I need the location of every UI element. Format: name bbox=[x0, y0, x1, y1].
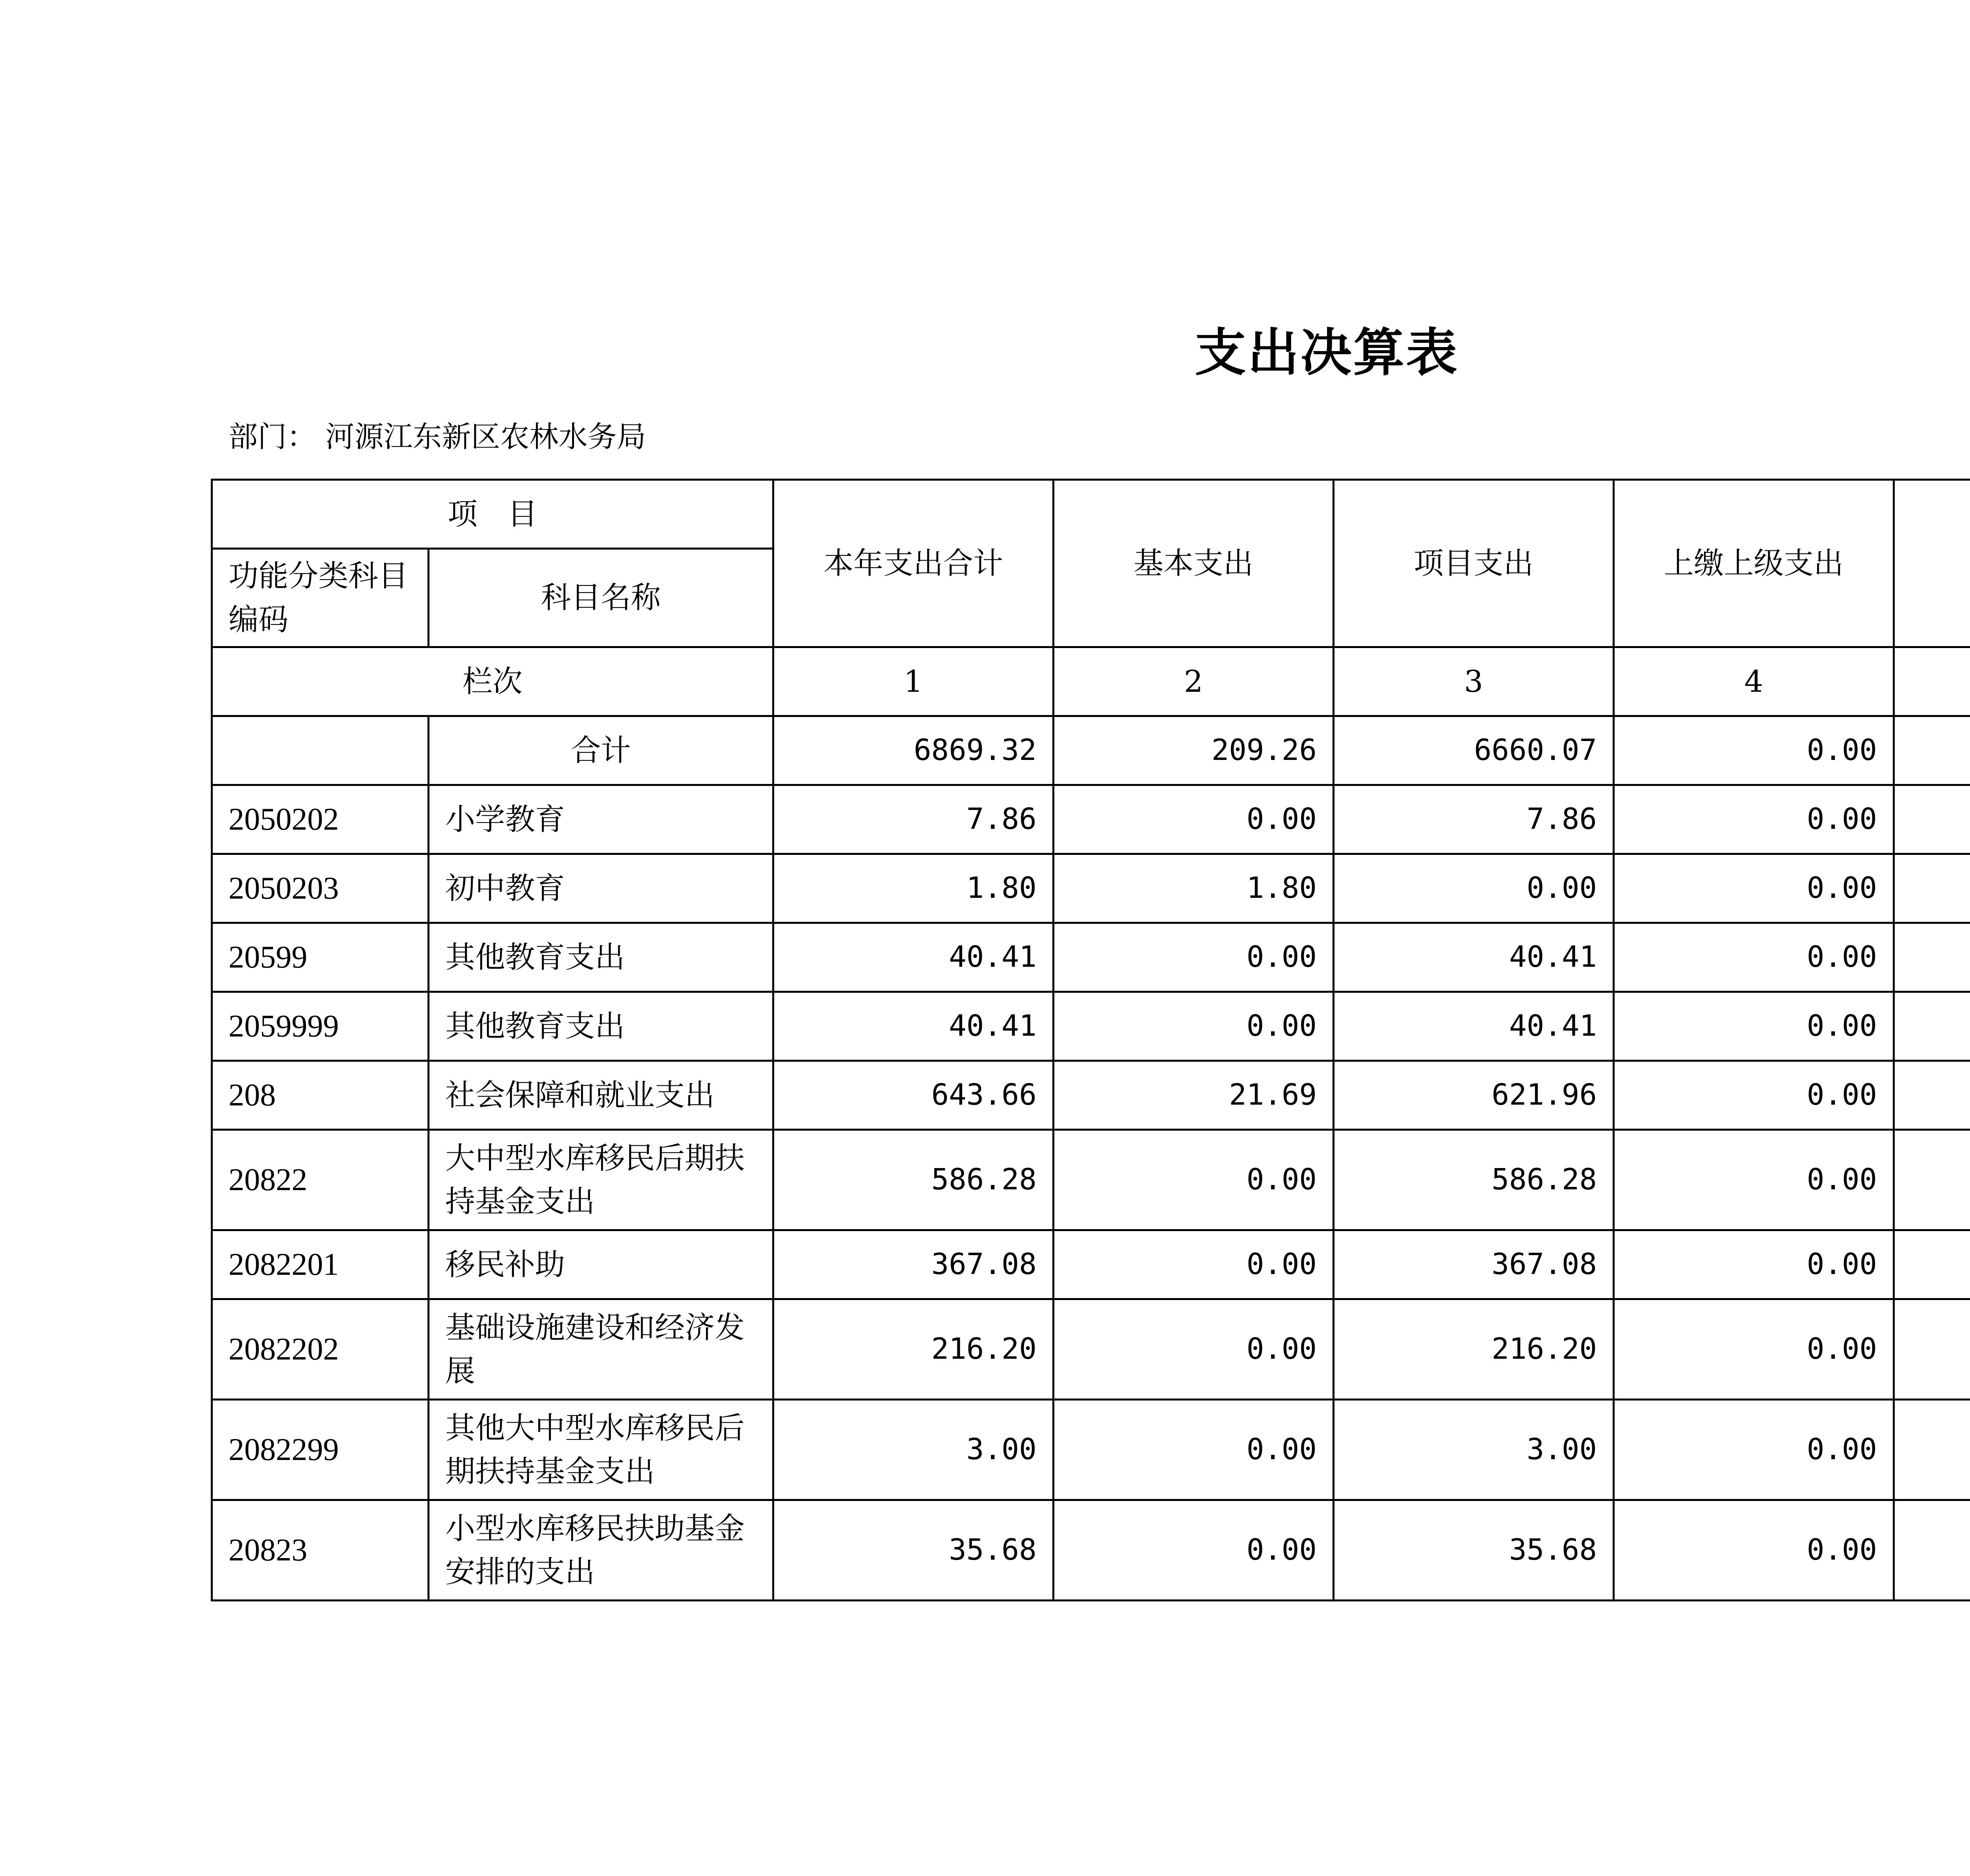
row-value: 40.41 bbox=[773, 992, 1054, 1061]
row-value bbox=[1894, 1230, 1970, 1299]
expenditure-table bbox=[211, 479, 1970, 1601]
column-number-5 bbox=[1894, 647, 1970, 716]
row-name: 其他教育支出 bbox=[429, 992, 773, 1061]
row-name: 其他教育支出 bbox=[429, 923, 773, 992]
row-value: 40.41 bbox=[1334, 923, 1614, 992]
header-col-2: 基本支出 bbox=[1054, 480, 1334, 647]
row-value: 0.00 bbox=[1054, 992, 1334, 1061]
row-value: 643.66 bbox=[773, 1061, 1054, 1130]
row-value: 7.86 bbox=[1334, 785, 1614, 854]
table-row bbox=[212, 1500, 1970, 1601]
table-row bbox=[212, 1400, 1970, 1500]
row-value: 216.20 bbox=[1334, 1299, 1614, 1400]
row-value: 35.68 bbox=[1334, 1500, 1614, 1601]
table-row bbox=[212, 1299, 1970, 1400]
row-name: 大中型水库移民后期扶持基金支出 bbox=[429, 1130, 773, 1230]
header-col-1: 本年支出合计 bbox=[773, 480, 1054, 647]
row-name: 其他大中型水库移民后期扶持基金支出 bbox=[429, 1400, 773, 1500]
row-name: 小型水库移民扶助基金安排的支出 bbox=[429, 1500, 773, 1601]
row-value: 0.00 bbox=[1614, 1230, 1894, 1299]
row-value: 209.26 bbox=[1054, 716, 1334, 785]
row-value: 0.00 bbox=[1614, 992, 1894, 1061]
row-value: 216.20 bbox=[773, 1299, 1054, 1400]
row-code: 2082201 bbox=[212, 1230, 429, 1299]
row-value bbox=[1894, 992, 1970, 1061]
row-value: 621.96 bbox=[1334, 1061, 1614, 1130]
header-name: 科目名称 bbox=[429, 549, 773, 647]
table-row bbox=[212, 1061, 1970, 1130]
header-col-3: 项目支出 bbox=[1334, 480, 1614, 647]
row-value: 40.41 bbox=[773, 923, 1054, 992]
row-value: 0.00 bbox=[1614, 1299, 1894, 1400]
page-title: 支出决算表 bbox=[1195, 322, 1459, 383]
table-row bbox=[212, 854, 1970, 923]
row-value: 7.86 bbox=[773, 785, 1054, 854]
column-number-1: 1 bbox=[773, 647, 1054, 716]
row-value: 0.00 bbox=[1614, 785, 1894, 854]
row-value bbox=[1894, 716, 1970, 785]
header-col-4: 上缴上级支出 bbox=[1614, 480, 1894, 647]
row-value: 586.28 bbox=[1334, 1130, 1614, 1230]
row-value: 0.00 bbox=[1054, 1500, 1334, 1601]
row-value bbox=[1894, 923, 1970, 992]
department-label: 部门： 河源江东新区农林水务局 bbox=[229, 420, 646, 454]
table-row bbox=[212, 1130, 1970, 1230]
row-value bbox=[1894, 1400, 1970, 1500]
row-value bbox=[1894, 1500, 1970, 1601]
row-value: 0.00 bbox=[1054, 1130, 1334, 1230]
row-code: 2082202 bbox=[212, 1299, 429, 1400]
row-value: 0.00 bbox=[1614, 923, 1894, 992]
row-value: 21.69 bbox=[1054, 1061, 1334, 1130]
row-name: 移民补助 bbox=[429, 1230, 773, 1299]
row-value: 40.41 bbox=[1334, 992, 1614, 1061]
row-value: 0.00 bbox=[1054, 785, 1334, 854]
row-value: 0.00 bbox=[1614, 716, 1894, 785]
row-value: 0.00 bbox=[1614, 1400, 1894, 1500]
row-value: 6660.07 bbox=[1334, 716, 1614, 785]
row-value: 0.00 bbox=[1054, 1400, 1334, 1500]
row-value: 1.80 bbox=[1054, 854, 1334, 923]
row-code: 2059999 bbox=[212, 992, 429, 1061]
row-value: 6869.32 bbox=[773, 716, 1054, 785]
row-value: 0.00 bbox=[1614, 1500, 1894, 1601]
row-code: 20823 bbox=[212, 1500, 429, 1601]
row-code: 208 bbox=[212, 1061, 429, 1130]
row-value: 0.00 bbox=[1614, 1130, 1894, 1230]
row-value: 0.00 bbox=[1054, 923, 1334, 992]
row-code: 20599 bbox=[212, 923, 429, 992]
header-col-5 bbox=[1894, 480, 1970, 647]
table-row bbox=[212, 1230, 1970, 1299]
row-value: 586.28 bbox=[773, 1130, 1054, 1230]
row-name: 小学教育 bbox=[429, 785, 773, 854]
row-value: 0.00 bbox=[1054, 1299, 1334, 1400]
row-value bbox=[1894, 1061, 1970, 1130]
row-value: 0.00 bbox=[1334, 854, 1614, 923]
row-value: 1.80 bbox=[773, 854, 1054, 923]
row-value: 0.00 bbox=[1614, 1061, 1894, 1130]
row-value: 35.68 bbox=[773, 1500, 1054, 1601]
row-code bbox=[212, 716, 429, 785]
row-name: 初中教育 bbox=[429, 854, 773, 923]
column-number-3: 3 bbox=[1334, 647, 1614, 716]
row-value: 367.08 bbox=[773, 1230, 1054, 1299]
row-value: 0.00 bbox=[1614, 854, 1894, 923]
row-code: 20822 bbox=[212, 1130, 429, 1230]
header-item: 项 目 bbox=[212, 480, 773, 549]
row-name: 社会保障和就业支出 bbox=[429, 1061, 773, 1130]
row-code: 2050202 bbox=[212, 785, 429, 854]
row-value: 367.08 bbox=[1334, 1230, 1614, 1299]
row-value bbox=[1894, 854, 1970, 923]
row-code: 2082299 bbox=[212, 1400, 429, 1500]
row-value: 3.00 bbox=[1334, 1400, 1614, 1500]
row-value bbox=[1894, 1299, 1970, 1400]
table-row bbox=[212, 785, 1970, 854]
row-code: 2050203 bbox=[212, 854, 429, 923]
row-name: 合计 bbox=[429, 716, 773, 785]
row-name: 基础设施建设和经济发展 bbox=[429, 1299, 773, 1400]
header-col-index: 栏次 bbox=[212, 647, 773, 716]
column-number-4: 4 bbox=[1614, 647, 1894, 716]
row-value: 3.00 bbox=[773, 1400, 1054, 1500]
header-code: 功能分类科目编码 bbox=[212, 549, 429, 647]
table-row bbox=[212, 923, 1970, 992]
table-row bbox=[212, 992, 1970, 1061]
row-value bbox=[1894, 1130, 1970, 1230]
row-value: 0.00 bbox=[1054, 1230, 1334, 1299]
table-row-total bbox=[212, 716, 1970, 785]
column-number-2: 2 bbox=[1054, 647, 1334, 716]
row-value bbox=[1894, 785, 1970, 854]
